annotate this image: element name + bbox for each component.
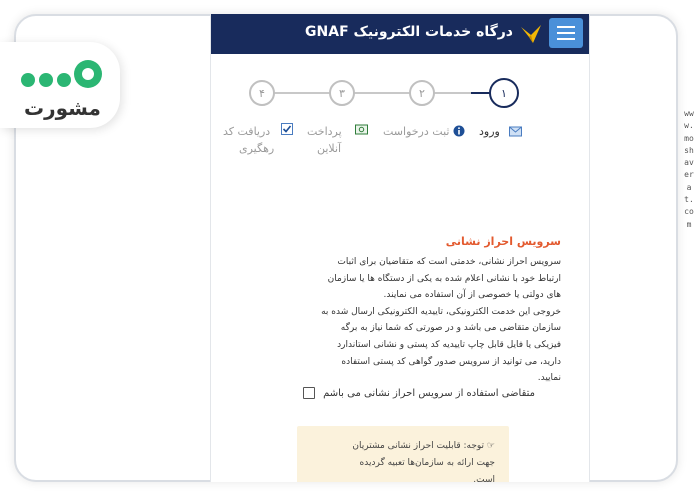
step-4-label: دریافت کد [223, 125, 271, 138]
page-title: درگاه خدمات الکترونیک GNAF [305, 24, 513, 40]
description-line: سازمان متقاضی می باشد و در صورتی که شما نیاز به برگه [340, 323, 561, 334]
post-logo-icon [519, 23, 543, 45]
step-4-circle[interactable]: ۴ [249, 80, 275, 106]
description-line: خروجی این خدمت الکترونیکی، تاییدیه الکترونیکی ارسال شده به [321, 306, 561, 317]
description-line: دارید، می توانید از سرویس صدور گواهی کد پستی استفاده [341, 356, 561, 367]
notice-line [307, 438, 495, 455]
step-1-label: ورود [479, 125, 500, 138]
mail-icon [509, 126, 522, 137]
header-bar [211, 14, 590, 54]
service-description [231, 254, 561, 387]
info-icon [453, 125, 465, 137]
applicant-checkbox-label: متقاضی استفاده از سرویس احراز نشانی می باشم [323, 387, 535, 399]
step-4-label-2: رهگیری [239, 142, 275, 155]
step-3-label: پرداخت [307, 125, 342, 138]
brand-logo-icon [18, 56, 108, 92]
watermark-url: www.moshaverat.com [684, 109, 694, 229]
menu-bar [557, 26, 575, 28]
brand-name: مشورت [24, 96, 101, 120]
notice-box [297, 426, 509, 482]
notice-line: است. [473, 475, 495, 482]
notice-text: توجه: قابلیت احراز نشانی مشتریان [352, 441, 485, 451]
page-column [210, 14, 590, 482]
section-title: سرویس احراز نشانی [445, 235, 561, 248]
applicant-checkbox[interactable] [303, 387, 315, 399]
step-2-label: ثبت درخواست [383, 125, 450, 138]
menu-bar [557, 32, 575, 34]
menu-bar [557, 38, 575, 40]
hand-pointer-icon: ☞ [484, 441, 495, 451]
description-line: فیزیکی یا فایل قابل چاپ تاییدیه کد پستی و نشانی استاندارد [337, 339, 561, 350]
hamburger-menu-button[interactable] [549, 18, 583, 48]
description-line: ارتباط خود با نشانی اعلام شده به یکی از دستگاه ها یا سازمان [327, 273, 561, 284]
brand-badge [0, 42, 120, 128]
cash-icon [355, 124, 368, 135]
step-3-label-2: آنلاین [317, 142, 342, 155]
step-3-circle[interactable]: ٣ [329, 80, 355, 106]
step-2-circle[interactable]: ٢ [409, 80, 435, 106]
step-1-circle[interactable]: ١ [489, 78, 519, 108]
progress-stepper [211, 74, 590, 174]
description-line: نمایید. [537, 373, 561, 384]
checkbox-icon [281, 123, 293, 135]
description-line: های دولتی یا خصوصی از آن استفاده می نمایند. [383, 290, 561, 301]
applicant-checkbox-row[interactable] [303, 387, 535, 399]
description-line: سرویس احراز نشانی، خدمتی است که متقاضیان برای اثبات [337, 257, 561, 267]
notice-line: جهت ارائه به سازمان‌ها تعبیه گردیده [359, 458, 495, 468]
